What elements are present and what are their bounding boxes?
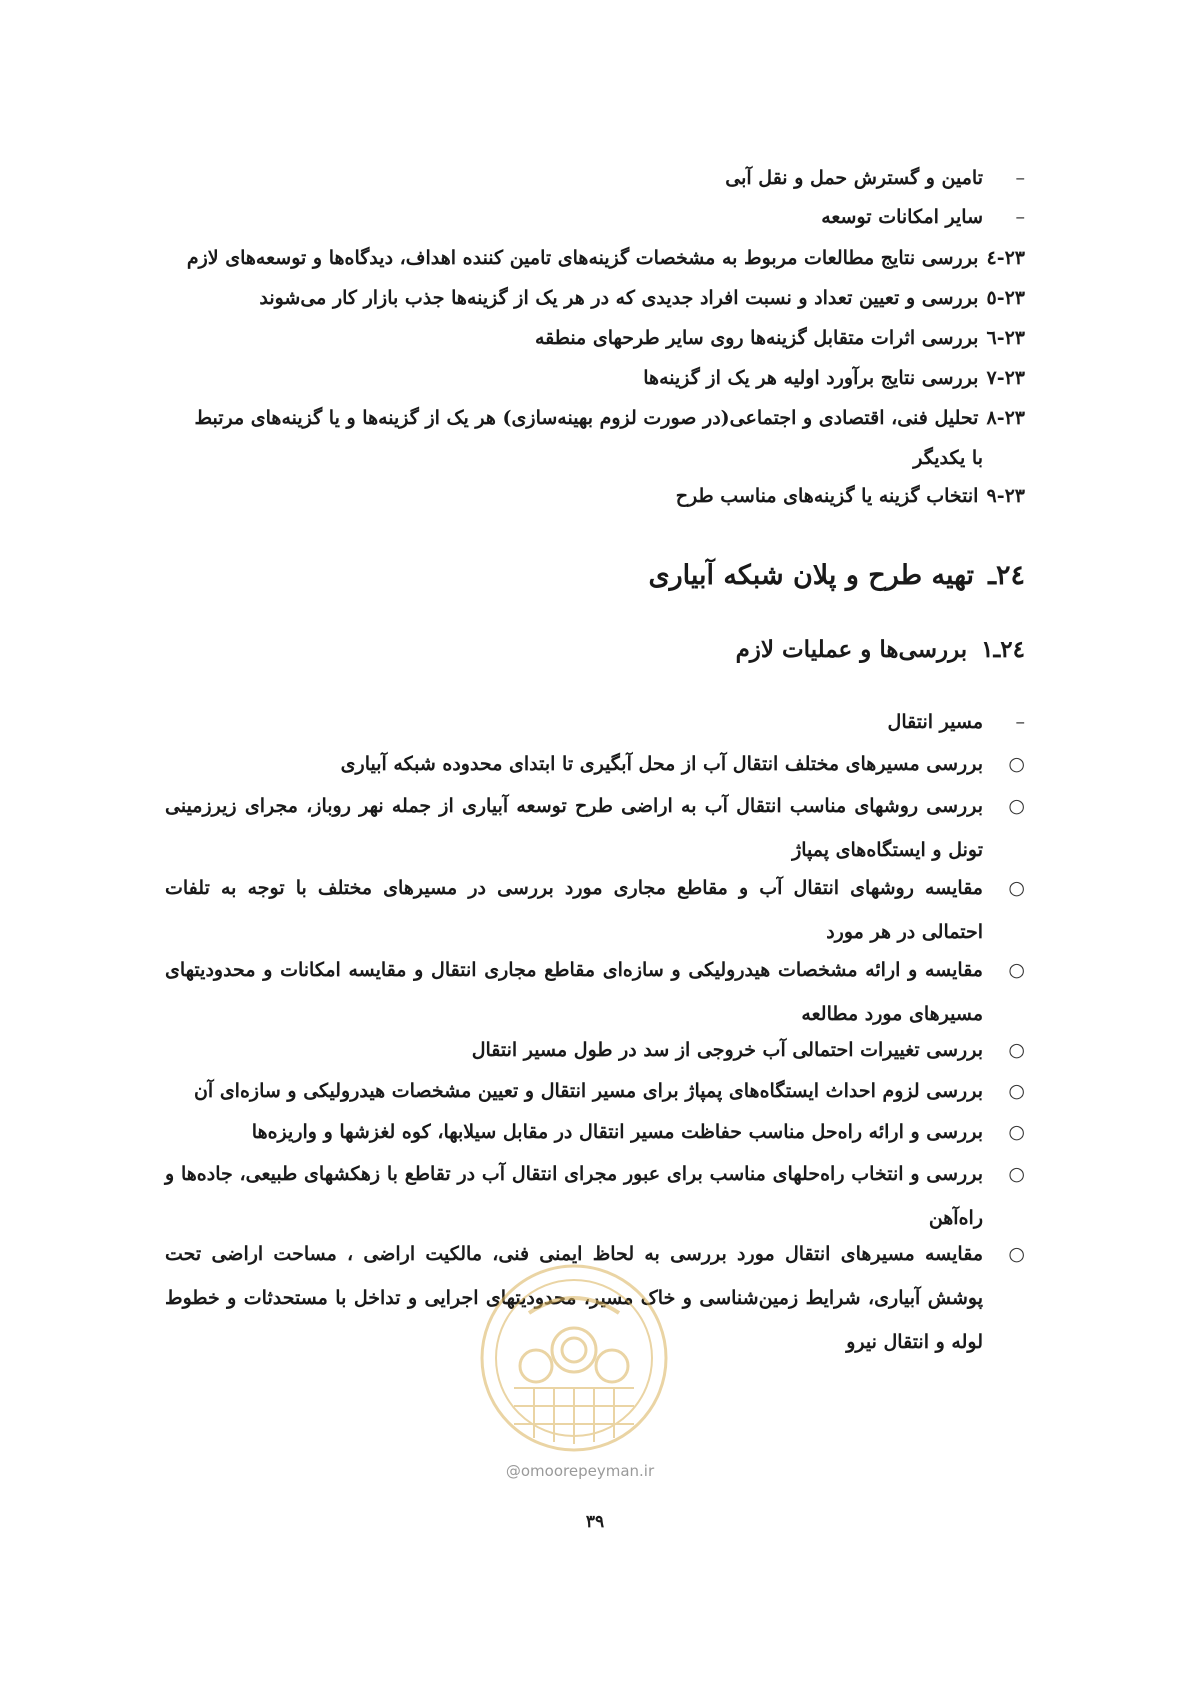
list-item — [165, 866, 1025, 954]
list-item-text: مسیر انتقال — [887, 711, 983, 733]
list-item — [194, 1077, 1025, 1105]
item-number: ٢٣-٥ — [986, 287, 1025, 309]
list-item-text: بررسی روشهای مناسب انتقال آب به اراضی طرح توسعه آبیاری از جمله نهر روباز، مجرای زیرزمینی تونل و ایستگاه‌های پمپاژ — [165, 795, 983, 861]
list-item — [535, 324, 1025, 352]
circle-bullet: ○ — [1008, 1243, 1025, 1265]
list-item — [643, 364, 1025, 392]
list-item-text: بررسی تغییرات احتمالی آب خروجی از سد در طول مسیر انتقال — [471, 1039, 983, 1061]
list-item-text: مقایسه و ارائه مشخصات هیدرولیکی و سازه‌ای مقاطع مجاری انتقال و مقایسه امکانات و محدودیتهای مسیرهای مورد مطالعه — [165, 959, 983, 1025]
list-item-continuation: با یکدیگر — [913, 447, 983, 469]
dash-bullet: – — [1015, 167, 1025, 189]
dash-bullet: – — [1015, 711, 1025, 733]
page-number: ٣٩ — [585, 1512, 605, 1532]
item-number: ٢٣-٦ — [986, 327, 1025, 349]
list-item-text: بررسی لزوم احداث ایستگاه‌های پمپاژ برای مسیر انتقال و تعیین مشخصات هیدرولیکی و سازه‌ای آن — [193, 1080, 983, 1102]
list-item-text: بررسی و تعیین تعداد و نسبت افراد جدیدی که در هر یک از گزینه‌ها جذب بازار کار می‌شوند — [259, 287, 979, 309]
subsection-heading — [736, 634, 1025, 666]
circle-bullet: ○ — [1008, 1121, 1025, 1143]
list-item — [252, 1118, 1025, 1146]
list-item — [165, 1152, 1025, 1240]
item-number: ٢٣-٨ — [986, 407, 1025, 429]
list-item-text: بررسی اثرات متقابل گزینه‌ها روی سایر طرحهای منطقه — [534, 327, 979, 349]
item-number: ٢٣-٤ — [986, 247, 1025, 269]
watermark-url: @omoorepeyman.ir — [505, 1462, 655, 1480]
section-heading — [648, 558, 1025, 594]
list-item — [472, 1036, 1025, 1064]
list-item-text: مقایسه روشهای انتقال آب و مقاطع مجاری مورد بررسی در مسیرهای مختلف با توجه به تلفات احتمالی در هر مورد — [165, 877, 983, 943]
item-number: ٢٣-٩ — [986, 485, 1025, 507]
list-item — [821, 203, 1025, 231]
list-item — [165, 948, 1025, 1036]
list-item-text: بررسی و انتخاب راه‌حلهای مناسب برای عبور مجرای انتقال آب در تقاطع با زهکشهای طبیعی، جاده‌ها و راه‌آهن — [165, 1163, 983, 1229]
circle-bullet: ○ — [1008, 877, 1025, 899]
list-item — [888, 708, 1025, 736]
circle-bullet: ○ — [1008, 959, 1025, 981]
list-item-text: بررسی نتایج برآورد اولیه هر یک از گزینه‌ها — [643, 367, 979, 389]
list-item-text: بررسی مسیرهای مختلف انتقال آب از محل آبگیری تا ابتدای محدوده شبکه آبیاری — [340, 753, 983, 775]
circle-bullet: ○ — [1008, 795, 1025, 817]
list-item — [676, 482, 1025, 510]
watermark-logo-icon — [474, 1258, 674, 1458]
list-item-text: انتخاب گزینه یا گزینه‌های مناسب طرح — [675, 485, 979, 507]
section-number: ٢٤ـ — [988, 560, 1025, 591]
dash-bullet: – — [1015, 206, 1025, 228]
circle-bullet: ○ — [1008, 753, 1025, 775]
list-item-text: سایر امکانات توسعه — [821, 206, 983, 228]
list-item — [187, 244, 1025, 272]
list-item-text: بررسی نتایج مطالعات مربوط به مشخصات گزینه‌های تامین کننده اهداف، دیدگاه‌ها و توسعه‌های لازم — [186, 247, 979, 269]
list-item — [194, 404, 1025, 432]
subsection-title: بررسی‌ها و عملیات لازم — [735, 636, 968, 663]
list-item-text: تحلیل فنی، اقتصادی و اجتماعی(در صورت لزوم بهینه‌سازی) هر یک از گزینه‌ها و یا گزینه‌های مرتبط — [194, 407, 979, 429]
list-item-text: مقایسه مسیرهای انتقال مورد بررسی به لحاظ ایمنی فنی، مالکیت اراضی ، مساحت اراضی تحت پوشش آبیاری، شرایط زمین‌شناسی و خاک مسیر، محدودیتهای اجرایی و تداخل با مستحدثات و خطوط لوله و انتقال نیرو — [165, 1243, 983, 1353]
list-item — [165, 784, 1025, 872]
section-title: تهیه طرح و پلان شبکه آبیاری — [648, 560, 975, 591]
circle-bullet: ○ — [1008, 1039, 1025, 1061]
list-item-text: بررسی و ارائه راه‌حل مناسب حفاظت مسیر انتقال در مقابل سیلابها، کوه لغزشها و واریزه‌ها — [251, 1121, 983, 1143]
circle-bullet: ○ — [1008, 1080, 1025, 1102]
subsection-number: ٢٤ـ١ — [981, 636, 1025, 663]
item-number: ٢٣-٧ — [986, 367, 1025, 389]
list-item — [341, 750, 1025, 778]
list-item — [725, 164, 1025, 192]
circle-bullet: ○ — [1008, 1163, 1025, 1185]
list-item — [259, 284, 1025, 312]
list-item-text: تامین و گسترش حمل و نقل آبی — [725, 167, 983, 189]
